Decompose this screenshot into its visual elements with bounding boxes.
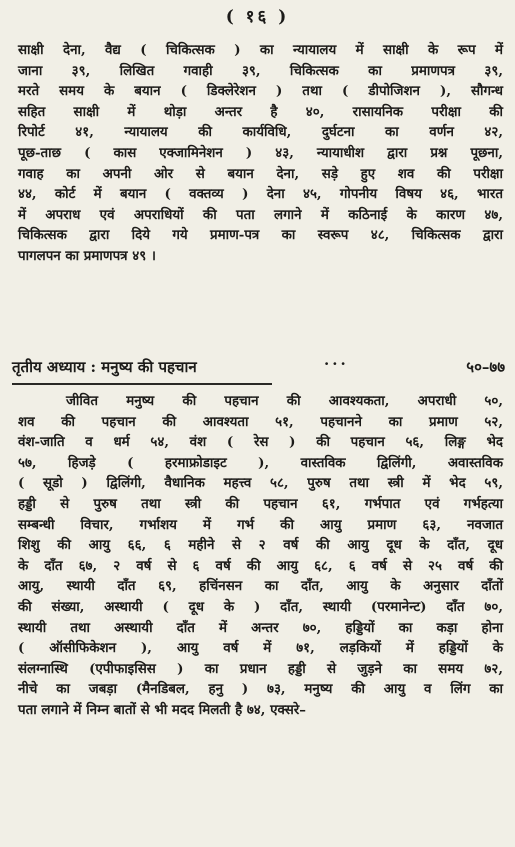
chapter-heading (12, 357, 505, 381)
text-line: चिकित्सक द्वारा दिये गये प्रमाण-पत्र का स्वरूप ४८, चिकित्सक द्वारा (18, 227, 503, 244)
text-line: हड्डी से पुरुष तथा स्त्री की पहचान ६१, गर्भपात एवं गर्भहत्या (18, 495, 503, 512)
chapter-page-range: ५०–७७ (466, 358, 505, 376)
text-line: शिशु की आयु ६६, ६ महीने से २ वर्ष की आयु दूध के दाँत, दूध (18, 537, 503, 554)
text-line: पूछ-ताछ ( कास एक्जामिनेशन ) ४३, न्यायाधीश द्वारा प्रश्न पूछना, (18, 144, 503, 161)
text-line: जीवित मनुष्य की पहचान की आवश्यकता, अपराधी ५०, (66, 393, 503, 409)
section-2-text (18, 391, 503, 721)
text-line: ( ऑसीफिकेशन ), आयु वर्ष में ७१, लड़कियों में हड्डियों के (18, 640, 503, 657)
text-line: शव की पहचान की आवश्यता ५१, पहचानने का प्रमाण ५२, (18, 413, 503, 430)
text-line: जाना ३९, लिखित गवाही ३९, चिकित्सक का प्रमाणपत्र ३९, (18, 62, 503, 79)
text-line: में अपराध एवं अपराधियों की पता लगाने में कठिनाई के कारण ४७, (18, 206, 503, 223)
text-line: ( सूडो ) द्विलिंगी, वैधानिक महत्त्व ५८, पुरुष तथा स्त्री में भेद ५९, (18, 475, 503, 492)
text-line: मरते समय के बयान ( डिक्लेरेशन ) तथा ( डीपोजिशन ), सौगन्ध (18, 83, 503, 100)
text-line: पागलपन का प्रमाणपत्र ४९ । (18, 247, 156, 264)
text-line: गवाह का अपनी ओर से बयान देना, सड़े हुए शव की परीक्षा (18, 165, 503, 182)
leader-dots: ··· (324, 355, 349, 373)
text-line: नीचे का जबड़ा (मैनडिबल, हनु ) ७३, मनुष्य की आयु व लिंग का (18, 681, 503, 698)
text-line: ५७, हिजड़े ( हरमाफ्रोडाइट ), वास्तविक द्विलिंगी, अवास्तविक (18, 454, 503, 471)
text-line: स्थायी तथा अस्थायी दाँत में अन्तर ७०, हड्डियों का कड़ा होना (18, 619, 503, 636)
heading-underline (12, 383, 272, 385)
chapter-title: तृतीय अध्याय : मनुष्य की पहचान (12, 358, 197, 376)
text-line: के दाँत ६७, २ वर्ष से ६ वर्ष की आयु ६८, ६ वर्ष से २५ वर्ष की (18, 557, 503, 574)
text-line: सम्बन्धी विचार, गर्भाशय में गर्भ की आयु प्रमाण ६३, नवजात (18, 516, 503, 533)
text-line: आयु, स्थायी दाँत ६९, हचिंनसन का दाँत, आयु के अनुसार दाँतों (18, 578, 503, 595)
page-number: ( १६ ) (225, 7, 290, 27)
text-line: की संख्या, अस्थायी ( दूध के ) दाँत, स्थायी (परमानेन्ट) दाँत ७०, (18, 598, 503, 615)
text-line: ४४, कोर्ट में बयान ( वक्तव्य ) देना ४५, गोपनीय विषय ४६, भारत (18, 186, 503, 203)
text-line: पता लगाने में निम्न बातों से भी मदद मिलती है ७४, एक्सरे– (18, 701, 306, 718)
section-1-text (18, 40, 503, 267)
text-line: सहित साक्षी में थोड़ा अन्तर है ४०, रासायनिक परीक्षा की (18, 103, 503, 120)
text-line: संलग्नास्थि (एपीफाइसिस ) का प्रधान हड्डी से जुड़ने का समय ७२, (18, 660, 503, 677)
text-line: रिपोर्ट ४१, न्यायालय की कार्यविधि, दुर्घटना का वर्णन ४२, (18, 124, 503, 141)
text-line: वंश-जाति व धर्म ५४, वंश ( रेस ) की पहचान ५६, लिङ्ग भेद (18, 434, 503, 451)
text-line: साक्षी देना, वैद्य ( चिकित्सक ) का न्यायालय में साक्षी के रूप में (18, 42, 503, 58)
